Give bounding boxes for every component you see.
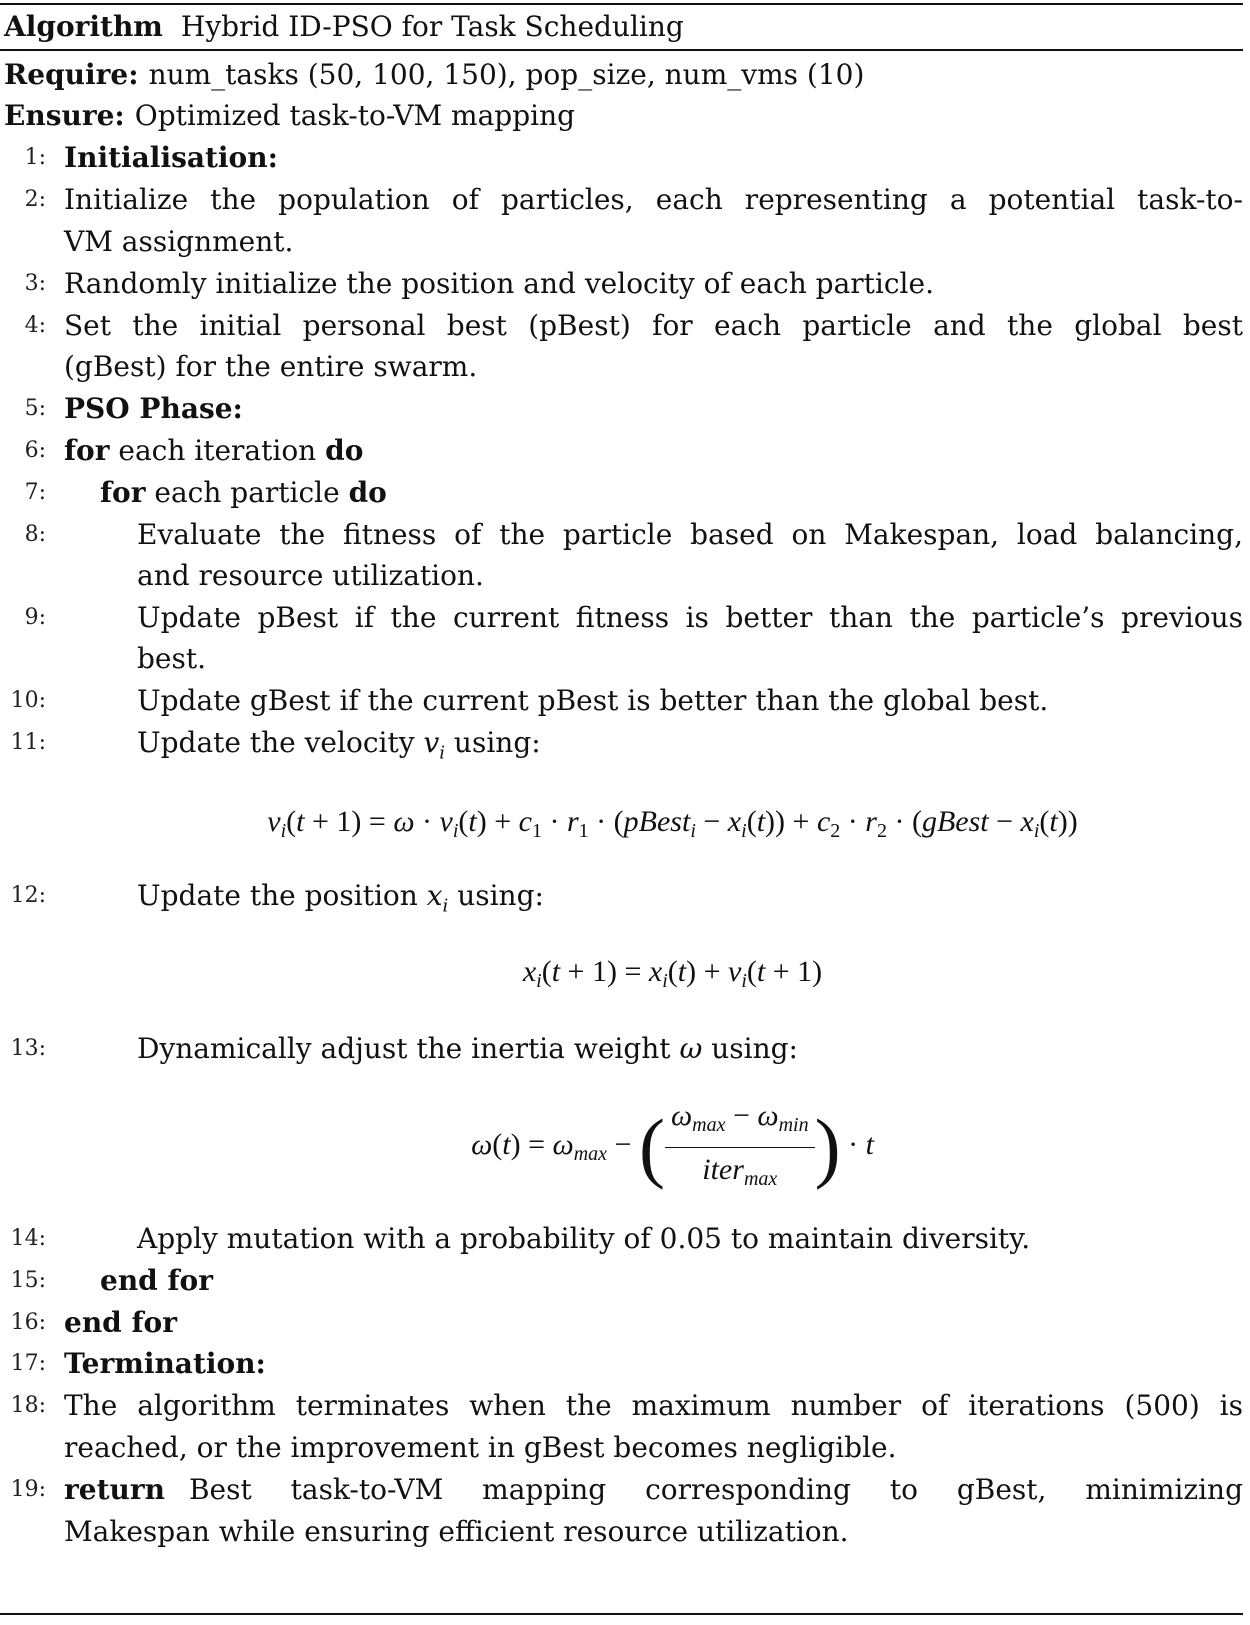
- step-line: [0, 514, 1243, 556]
- math-variable: v: [423, 726, 440, 759]
- math-subscript: i: [439, 742, 446, 764]
- line-number: 8 :: [0, 514, 46, 556]
- line-number: 11 :: [0, 722, 46, 764]
- step-text: Initialize the population of particles, each representing a potential task-to-: [64, 183, 1243, 216]
- step-text: reached, or the improvement in gBest becomes negligible.: [64, 1431, 897, 1464]
- step-text: Update the position: [137, 879, 418, 912]
- step-line: [0, 179, 1243, 221]
- step-line: [0, 722, 1243, 764]
- line-number: 2 :: [0, 179, 46, 221]
- keyword: end for: [100, 1264, 213, 1297]
- step-text: using:: [448, 879, 544, 912]
- step-line: [0, 1469, 1243, 1511]
- step-text: and resource utilization.: [137, 559, 484, 592]
- step-text: Update gBest if the current pBest is better than the global best.: [137, 684, 1049, 717]
- step-heading: PSO Phase:: [64, 392, 243, 425]
- line-number: 3 :: [0, 263, 46, 305]
- require-text: num_tasks (50, 100, 150), pop_size, num_vms (10): [148, 58, 865, 91]
- step-line: [0, 875, 1243, 917]
- ensure-text: Optimized task-to-VM mapping: [134, 99, 576, 132]
- line-number: 6 :: [0, 430, 46, 472]
- step-line: [0, 305, 1243, 347]
- step-line: [0, 388, 1243, 430]
- algorithm-title: Hybrid ID-PSO for Task Scheduling: [180, 10, 684, 43]
- line-number: 14 :: [0, 1218, 46, 1260]
- step-text: using:: [445, 726, 541, 759]
- step-continuation: [0, 555, 1243, 597]
- step-line: [0, 430, 1243, 472]
- step-text: Dynamically adjust the inertia weight: [137, 1032, 671, 1065]
- line-number: 10 :: [0, 680, 46, 722]
- step-line: [0, 263, 1243, 305]
- step-line: [0, 1385, 1243, 1427]
- math-subscript: i: [442, 895, 449, 917]
- step-heading: Initialisation:: [64, 141, 278, 174]
- keyword: return: [64, 1473, 165, 1506]
- step-line: [0, 137, 1243, 179]
- keyword: do: [348, 476, 387, 509]
- step-text: each particle: [145, 476, 349, 509]
- step-text: Randomly initialize the position and velocity of each particle.: [64, 267, 934, 300]
- keyword: end for: [64, 1306, 177, 1339]
- line-number: 7 :: [0, 472, 46, 514]
- step-continuation: [0, 1427, 1243, 1469]
- line-number: 5 :: [0, 388, 46, 430]
- step-continuation: [0, 221, 1243, 263]
- line-number: 17 :: [0, 1343, 46, 1385]
- step-line: [0, 472, 1243, 514]
- step-line: [0, 597, 1243, 639]
- keyword: for: [64, 434, 110, 467]
- step-text: Evaluate the fitness of the particle based on Makespan, load balancing,: [137, 518, 1243, 551]
- line-number: 18 :: [0, 1385, 46, 1427]
- line-number: 12 :: [0, 875, 46, 917]
- step-text: (gBest) for the entire swarm.: [64, 350, 478, 383]
- line-number: 16 :: [0, 1302, 46, 1344]
- line-number: 19 :: [0, 1469, 46, 1511]
- step-text: using:: [702, 1032, 798, 1065]
- math-variable: x: [426, 879, 443, 912]
- step-text: Update pBest if the current fitness is better than the particle’s previous: [137, 601, 1243, 634]
- ensure-label: Ensure:: [4, 99, 125, 132]
- step-line: [0, 1028, 1243, 1070]
- step-line: [0, 680, 1243, 722]
- algorithm-header: [4, 6, 684, 48]
- step-text: Apply mutation with a probability of 0.05 to maintain diversity.: [137, 1222, 1031, 1255]
- step-line: [0, 1218, 1243, 1260]
- keyword: do: [325, 434, 364, 467]
- step-text: Set the initial personal best (pBest) for each particle and the global best: [64, 309, 1243, 342]
- step-heading: Termination:: [64, 1347, 266, 1380]
- step-continuation: [0, 1511, 1243, 1553]
- line-number: 9 :: [0, 597, 46, 639]
- top-rule: [0, 3, 1243, 5]
- step-text: Update the velocity: [137, 726, 415, 759]
- math-variable: ω: [679, 1032, 703, 1065]
- line-number: 15 :: [0, 1260, 46, 1302]
- header-rule: [0, 49, 1243, 51]
- step-continuation: [0, 346, 1243, 388]
- bottom-rule: [0, 1613, 1243, 1615]
- require-label: Require:: [4, 58, 139, 91]
- keyword: for: [100, 476, 146, 509]
- step-line: [0, 1343, 1243, 1385]
- step-line: [0, 1302, 1243, 1344]
- inertia-equation: $\omega(t) = \omega_{max}$ − ( $\frac{\omega_{max} - \omega_{min}}{iter_{max}}$ ) · t: [471, 1098, 874, 1191]
- step-line: [0, 1260, 1243, 1302]
- step-text: best.: [137, 642, 207, 675]
- line-number: 1 :: [0, 137, 46, 179]
- step-continuation: [0, 638, 1243, 680]
- step-text: The algorithm terminates when the maximum number of iterations (500) is: [64, 1389, 1243, 1422]
- position-equation: $x_i(t + 1) = x_i(t) + v_i(t + 1)$: [522, 955, 823, 992]
- ensure-line: [4, 95, 575, 137]
- step-text: Best task-to-VM mapping corresponding to gBest, minimizing: [188, 1473, 1243, 1506]
- velocity-equation: $v_i(t + 1) = \omega \cdot v_i(t) + c_1 \cdot r_1$ · (pBest$_i$ − $x_i(t)) + c_2 \cdot r_2$ · (gBest − $x_i(t)$): [267, 805, 1078, 842]
- step-text: Makespan while ensuring efficient resource utilization.: [64, 1515, 849, 1548]
- line-number: 13 :: [0, 1028, 46, 1070]
- step-text: VM assignment.: [64, 225, 294, 258]
- step-text: each iteration: [109, 434, 326, 467]
- require-line: [4, 54, 864, 96]
- algorithm-label: Algorithm: [4, 10, 163, 43]
- line-number: 4 :: [0, 305, 46, 347]
